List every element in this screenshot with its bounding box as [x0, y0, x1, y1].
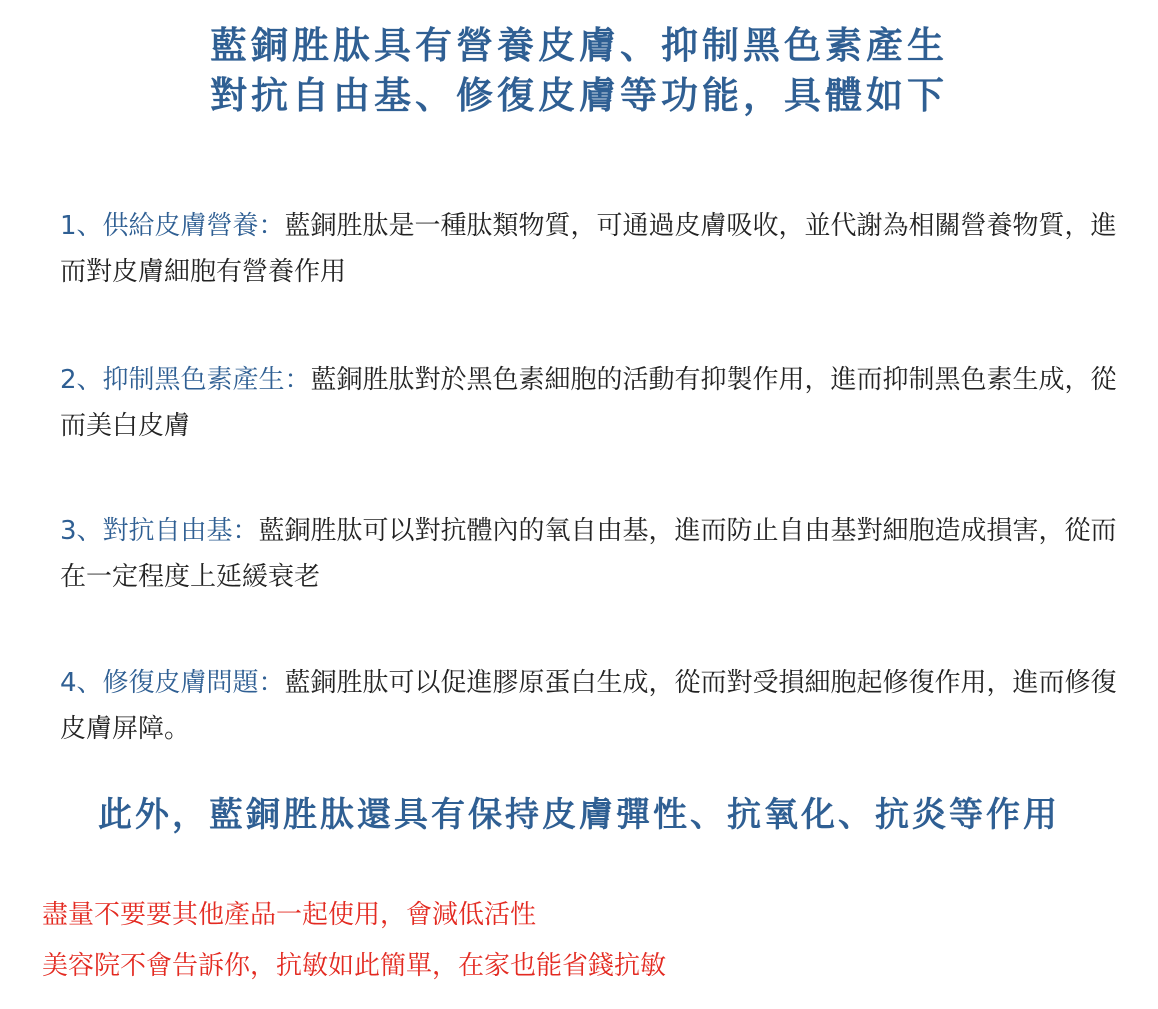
warning-note-1: 盡量不要要其他產品一起使用，會減低活性: [42, 900, 537, 930]
benefit-heading-4: 4、修復皮膚問題：: [60, 668, 285, 698]
benefit-heading-3: 3、對抗自由基：: [60, 516, 259, 546]
benefit-body-1: 藍銅胜肽是一種肽類物質，可通過皮膚吸收，並代謝為相關營養物質，進而對皮膚細胞有營養作用: [60, 211, 1117, 287]
page-title-line-2: 對抗自由基、修復皮膚等功能，具體如下: [210, 74, 948, 117]
page-title-line-1: 藍銅胜肽具有營養皮膚、抑制黑色素產生: [210, 24, 948, 67]
benefit-body-3: 藍銅胜肽可以對抗體內的氧自由基，進而防止自由基對細胞造成損害，從而在一定程度上延緩衰老: [60, 516, 1117, 592]
benefit-heading-1: 1、供給皮膚營養：: [60, 211, 285, 241]
benefit-body-2: 藍銅胜肽對於黑色素細胞的活動有抑製作用，進而抑制黑色素生成，從而美白皮膚: [60, 365, 1117, 441]
benefit-section-4: [60, 660, 1140, 752]
warning-note-2: 美容院不會告訴你，抗敏如此簡單，在家也能省錢抗敏: [42, 951, 667, 981]
summary-statement: 此外，藍銅胜肽還具有保持皮膚彈性、抗氧化、抗炎等作用: [98, 795, 1060, 835]
benefit-section-1: [60, 203, 1140, 295]
benefit-body-4: 藍銅胜肽可以促進膠原蛋白生成，從而對受損細胞起修復作用，進而修復皮膚屏障。: [60, 668, 1117, 744]
benefit-section-3: [60, 508, 1140, 600]
benefit-heading-2: 2、抑制黑色素產生：: [60, 365, 311, 395]
benefit-section-2: [60, 357, 1140, 449]
